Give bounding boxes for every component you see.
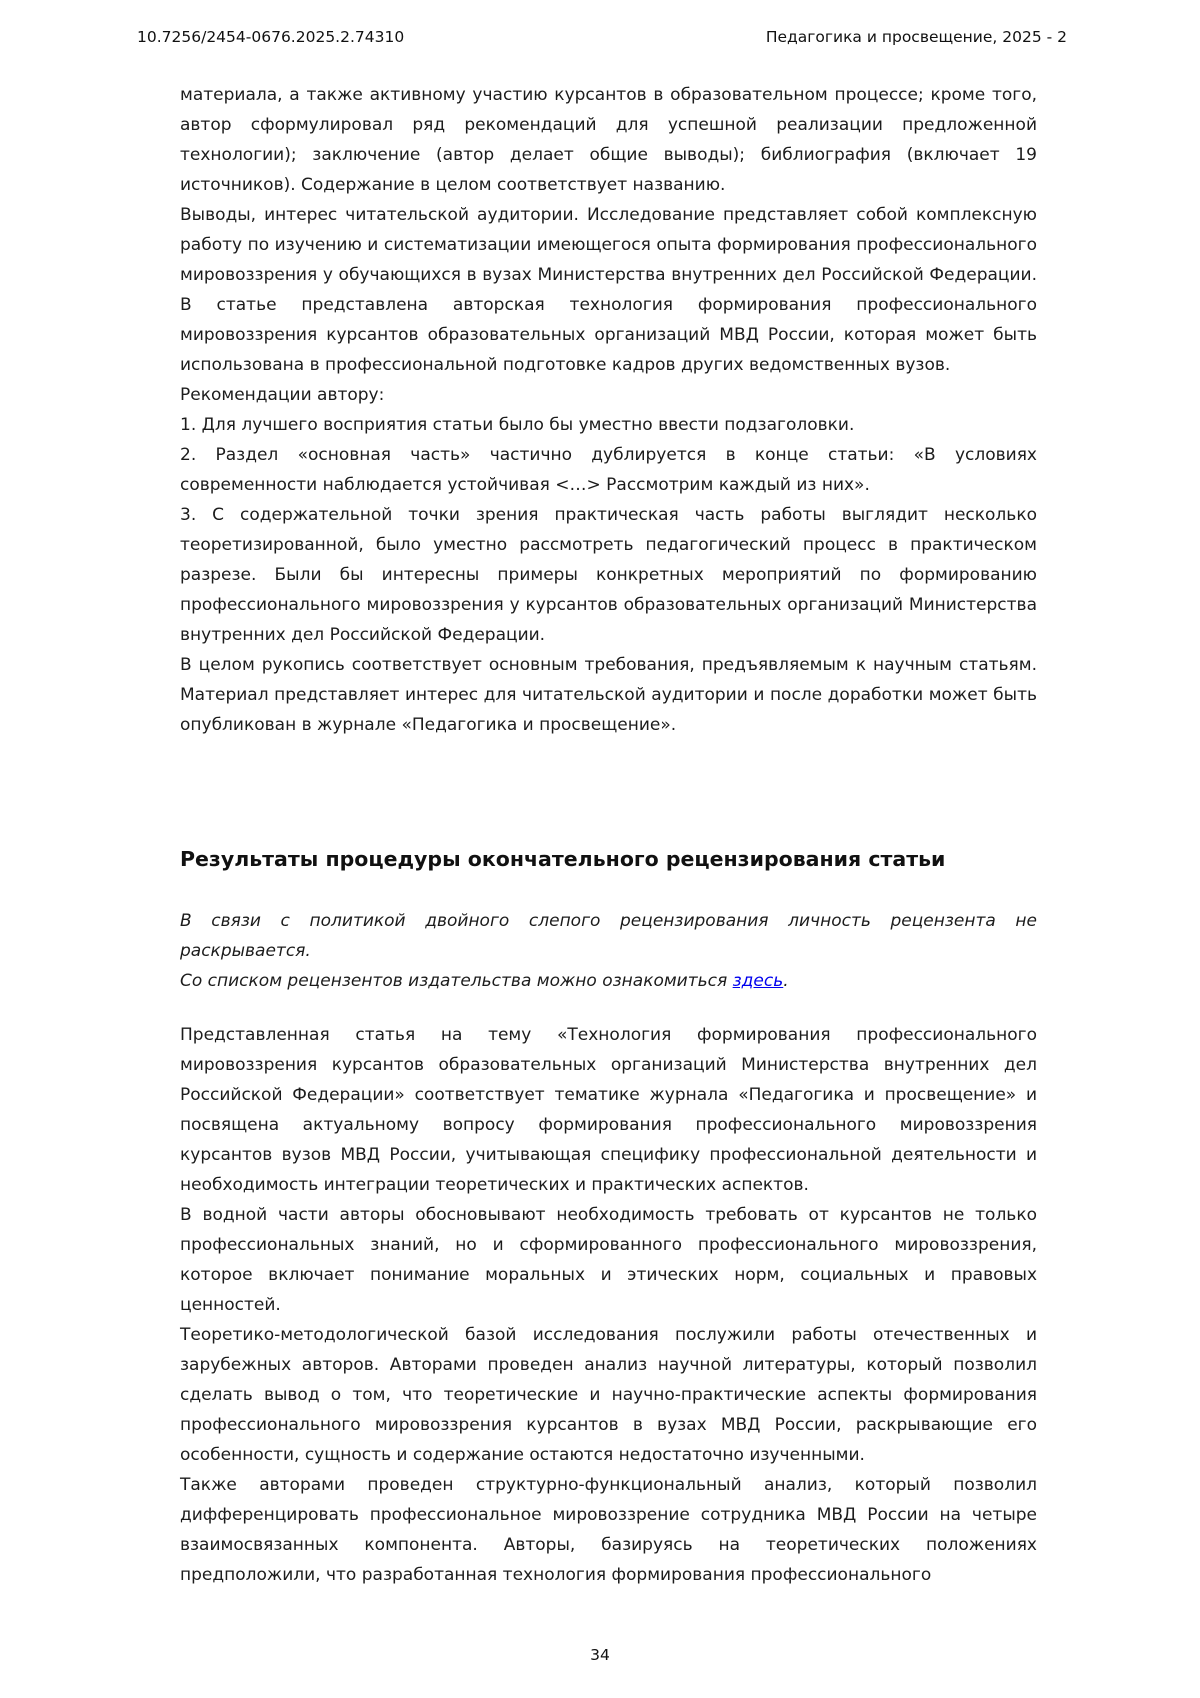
review-paragraph: В целом рукопись соответствует основным требования, предъявляемым к научным статьям. Материал представляет интерес для читательской аудитории и после доработки может быть опубликован в журнале «Педагогика и просвещение». [180,655,1037,735]
section-spacer [180,996,1037,1020]
review-paragraph: В водной части авторы обосновывают необходимость требовать от курсантов не только профессиональных знаний, но и сформированного профессионального мировоззрения, которое включает понимание моральных и этических норм, социальных и правовых ценностей. [180,1205,1037,1315]
review-paragraph: Также авторами проведен структурно-функциональный анализ, который позволил дифференцировать профессиональное мировоззрение сотрудника МВД России на четыре взаимосвязанных компонента. Авторы, базируясь на теоретических положениях предположили, что разработанная технология формирования профессионального [180,1475,1037,1585]
journal-title: Педагогика и просвещение, 2025 - 2 [765,28,1067,46]
review-paragraph: материала, а также активному участию курсантов в образовательном процессе; кроме того, автор сформулировал ряд рекомендаций для успешной реализации предложенной технологии); заключение (автор делает общие выводы); библиография (включает 19 источников). Содержание в целом соответствует названию. [180,85,1037,195]
doi-number: 10.7256/2454-0676.2025.2.74310 [137,28,405,46]
final-review-heading: Результаты процедуры окончательного рецензирования статьи [180,847,946,871]
page-number: 34 [590,1646,610,1664]
review-paragraph: Рекомендации автору: [180,385,385,405]
review-paragraph: 1. Для лучшего восприятия статьи было бы уместно ввести подзаголовки. [180,415,855,435]
page-footer [0,1646,1200,1664]
review-paragraph: Представленная статья на тему «Технология формирования профессионального мировоззрения курсантов образовательных организаций Министерства внутренних дел Российской Федерации» соответствует тематике журнала «Педагогика и просвещение» и посвящена актуальному вопросу формирования профессионального мировоззрения курсантов вузов МВД России, учитывающая специфику профессиональной деятельности и необходимость интеграции теоретических и практических аспектов. [180,1025,1037,1195]
document-body [180,80,1037,1590]
review-paragraph: 2. Раздел «основная часть» частично дублируется в конце статьи: «В условиях современности наблюдается устойчивая <…> Рассмотрим каждый из них». [180,445,1037,495]
reviewers-list-link[interactable]: здесь [732,971,784,991]
blind-review-policy-note [180,906,1037,996]
reviewer-list-note-period: . [783,971,789,991]
review-paragraph: Выводы, интерес читательской аудитории. Исследование представляет собой комплексную работу по изучению и систематизации имеющегося опыта формирования профессионального мировоззрения у обучающихся в вузах Министерства внутренних дел Российской Федерации. В статье представлена авторская технология формирования профессионального мировоззрения курсантов образовательных организаций МВД России, которая может быть использована в профессиональной подготовке кадров других ведомственных вузов. [180,205,1037,375]
page-header [0,0,1200,46]
review-paragraph: 3. С содержательной точки зрения практическая часть работы выглядит несколько теоретизированной, было уместно рассмотреть педагогический процесс в практическом разрезе. Были бы интересны примеры конкретных мероприятий по формированию профессионального мировоззрения у курсантов образовательных организаций Министерства внутренних дел Российской Федерации. [180,505,1037,645]
reviewer-list-note-text: Со списком рецензентов издательства можно ознакомиться [180,971,733,991]
reviewer-list-note [180,966,1037,996]
review-paragraph: Теоретико-методологической базой исследования послужили работы отечественных и зарубежных авторов. Авторами проведен анализ научной литературы, который позволил сделать вывод о том, что теоретические и научно-практические аспекты формирования профессионального мировоззрения курсантов в вузах МВД России, раскрывающие его особенности, сущность и содержание остаются недостаточно изученными. [180,1325,1037,1465]
policy-text: В связи с политикой двойного слепого рецензирования личность рецензента не раскрывается. [180,911,1037,961]
